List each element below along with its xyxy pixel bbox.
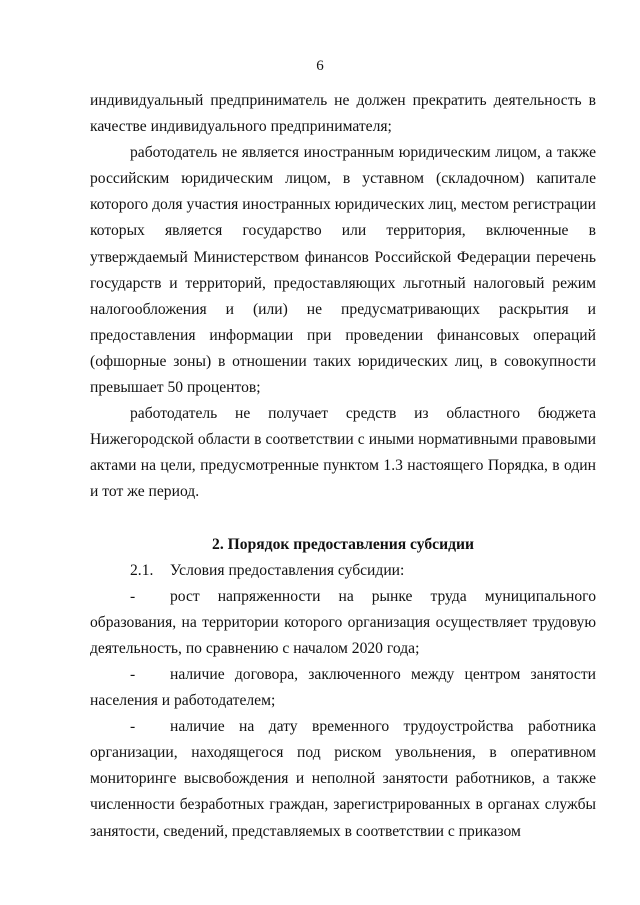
list-dash: - [130, 665, 136, 683]
clause-number: 2.1. [130, 561, 154, 579]
section-heading: 2. Порядок предоставления субсидии [212, 535, 474, 553]
paragraph-foreign-capital-condition: работодатель не является иностранным юридическим лицом, а также российским юридическим лицом, в уставном (складочном) капитале которого доля участия иностранных юридических лиц, местом регистрации которых является государство или территория, включенные в утверждаемый Министерством финансов Российской Федерации перечень государств и территорий, предоставляющих льготный налоговый режим налогообложения и (или) не предусматривающих раскрытия и предоставления информации при проведении финансовых операций (офшорные зоны) в отношении таких юридических лиц, в совокупности превышает 50 процентов; [90, 144, 596, 397]
condition-item [90, 714, 596, 844]
section-spacer [90, 506, 596, 532]
clause-text: Условия предоставления субсидии: [170, 561, 405, 579]
condition-text: рост напряженности на рынке труда муниципального образования, на территории которого организация осуществляет трудовую деятельность, по сравнению с началом 2020 года; [90, 587, 596, 657]
document-body [90, 88, 596, 845]
condition-text: наличие договора, заключенного между центром занятости населения и работодателем; [90, 665, 596, 710]
page-number: 6 [316, 58, 324, 74]
paragraph-continuation: индивидуальный предприниматель не должен прекратить деятельность в качестве индивидуального предпринимателя; [90, 92, 596, 136]
paragraph-no-budget-funds-condition: работодатель не получает средств из областного бюджета Нижегородской области в соответствии с иными нормативными правовыми актами на цели, предусмотренные пунктом 1.3 настоящего Порядка, в один и тот же период. [90, 405, 596, 501]
condition-item [90, 584, 596, 662]
list-dash: - [130, 587, 136, 605]
condition-text: наличие на дату временного трудоустройства работника организации, находящегося под риском увольнения, в оперативном мониторинге высвобождения и неполной занятости работников, а также численности безработных граждан, зарегистрированных в органах службы занятости, сведений, представляемых в соответствии с приказом [90, 718, 596, 840]
list-dash: - [130, 718, 136, 736]
clause-2-1 [90, 558, 596, 584]
condition-item [90, 662, 596, 714]
